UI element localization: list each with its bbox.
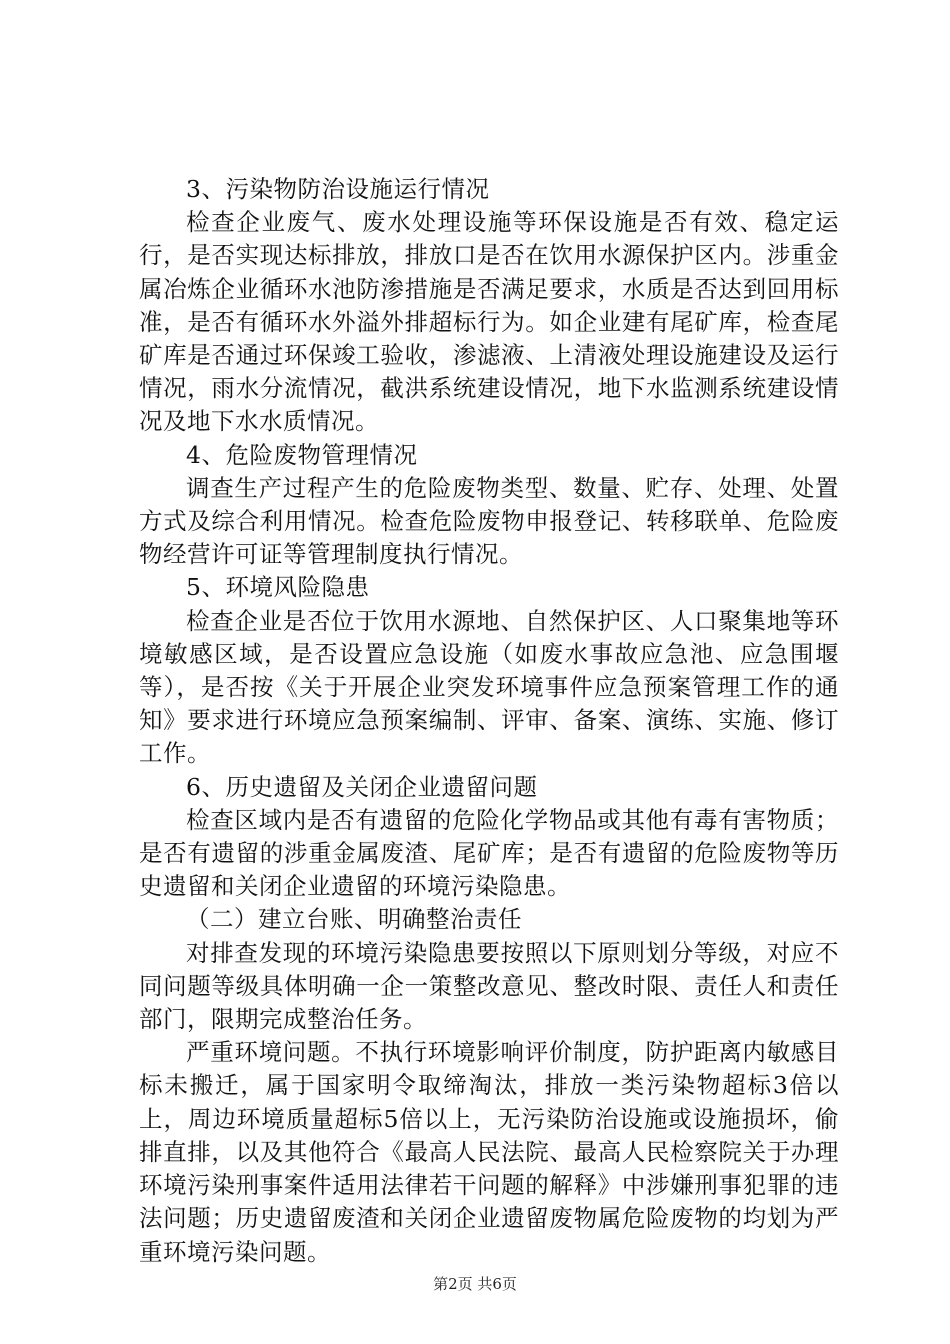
paragraph-serious-problems: 严重环境问题。不执行环境影响评价制度，防护距离内敏感目标未搬迁，属于国家明令取缔淘汰，排放一类污染物超标3倍以上，周边环境质量超标5倍以上，无污染防治设施或设施损坏，偷排直排，以及其他符合《最高人民法院、最高人民检察院关于办理环境污染刑事案件适用法律若干问题的解释》中涉嫌刑事犯罪的违法问题；历史遗留废渣和关闭企业遗留废物属危险废物的均划为严重环境污染问题。 (139, 1038, 839, 1266)
paragraph-environmental-risk: 检查企业是否位于饮用水源地、自然保护区、人口聚集地等环境敏感区域，是否设置应急设施（如废水事故应急池、应急围堰等），是否按《关于开展企业突发环境事件应急预案管理工作的通知》要求进行环境应急预案编制、评审、备案、演练、实施、修订工作。 (139, 606, 839, 768)
document-body (139, 173, 839, 1269)
page-number-footer: 第2页 共6页 (433, 1275, 517, 1293)
section-heading-ledger-responsibility: （二）建立台账、明确整治责任 (186, 905, 522, 934)
paragraph-hazardous-waste: 调查生产过程产生的危险废物类型、数量、贮存、处理、处置方式及综合利用情况。检查危险废物申报登记、转移联单、危险废物经营许可证等管理制度执行情况。 (139, 473, 839, 569)
paragraph-legacy-issues: 检查区域内是否有遗留的危险化学物品或其他有毒有害物质；是否有遗留的涉重金属废渣、尾矿库；是否有遗留的危险废物等历史遗留和关闭企业遗留的环境污染隐患。 (139, 805, 839, 901)
section-heading-hazardous-waste: 4、危险废物管理情况 (186, 440, 418, 469)
paragraph-grading-principles: 对排查发现的环境污染隐患要按照以下原则划分等级，对应不同问题等级具体明确一企一策整改意见、整改时限、责任人和责任部门，限期完成整治任务。 (139, 938, 839, 1034)
section-heading-legacy-issues: 6、历史遗留及关闭企业遗留问题 (186, 772, 538, 801)
section-heading-pollution-control: 3、污染物防治设施运行情况 (186, 175, 490, 203)
paragraph-pollution-control: 检查企业废气、废水处理设施等环保设施是否有效、稳定运行，是否实现达标排放，排放口是否在饮用水源保护区内。涉重金属冶炼企业循环水池防渗措施是否满足要求，水质是否达到回用标准，是否有循环水外溢外排超标行为。如企业建有尾矿库，检查尾矿库是否通过环保竣工验收，渗滤液、上清液处理设施建设及运行情况，雨水分流情况，截洪系统建设情况，地下水监测系统建设情况及地下水水质情况。 (139, 208, 839, 436)
section-heading-environmental-risk: 5、环境风险隐患 (186, 573, 370, 602)
